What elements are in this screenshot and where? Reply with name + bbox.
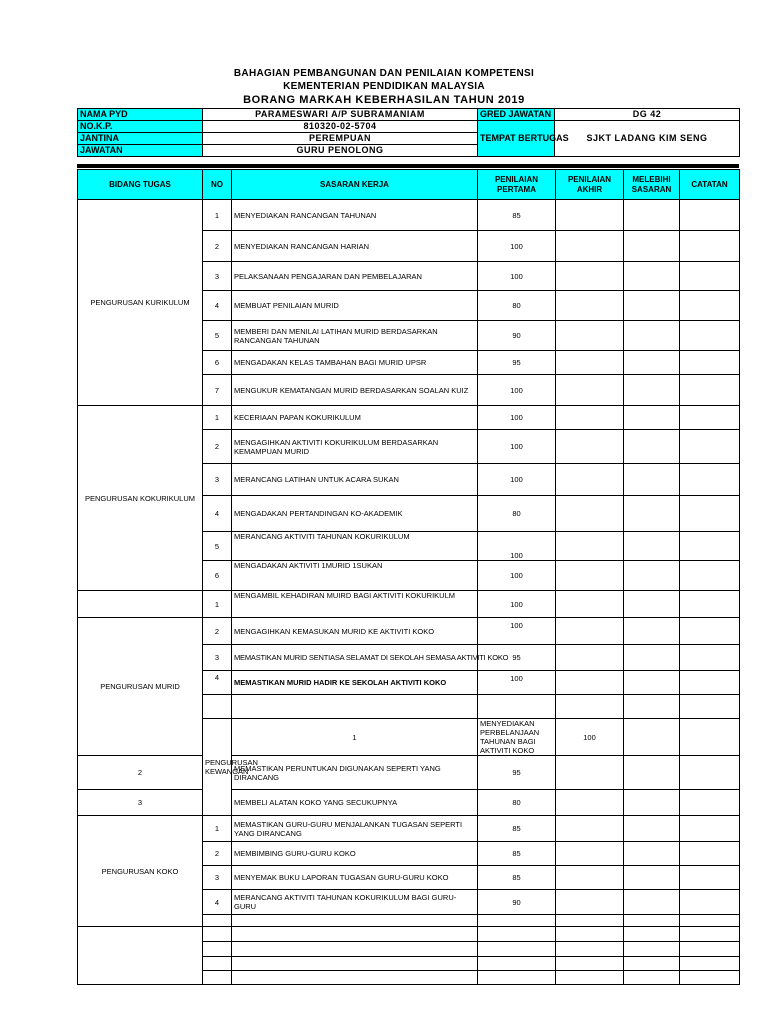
melebihi-cell[interactable] <box>624 406 680 430</box>
section-kokurikulum: PENGURUSAN KOKURIKULUM <box>78 406 203 591</box>
akhir-cell[interactable] <box>556 406 624 430</box>
row-score: 95 <box>478 351 556 375</box>
row-no: 2 <box>78 756 203 790</box>
akhir-cell[interactable] <box>556 915 624 927</box>
row-task: MEMASTIKAN MURID HADIR KE SEKOLAH AKTIVITI KOKO <box>232 671 478 695</box>
melebihi-cell[interactable] <box>624 561 680 591</box>
catatan-cell[interactable] <box>680 756 740 790</box>
row-no: 6 <box>203 561 232 591</box>
row-no: 1 <box>203 200 232 231</box>
melebihi-cell[interactable] <box>624 756 680 790</box>
row-task: MENGADAKAN KELAS TAMBAHAN BAGI MURID UPSR <box>232 351 478 375</box>
col-bidang: BIDANG TUGAS <box>78 170 203 200</box>
catatan-cell[interactable] <box>680 927 740 942</box>
score-table <box>77 169 740 985</box>
row-no-empty <box>203 942 232 957</box>
melebihi-cell[interactable] <box>624 942 680 957</box>
catatan-cell[interactable] <box>680 532 740 561</box>
row-task: MEMBIMBING GURU-GURU KOKO <box>232 842 478 866</box>
catatan-cell[interactable] <box>680 200 740 231</box>
akhir-cell[interactable] <box>556 496 624 532</box>
row-no: 2 <box>203 231 232 262</box>
row-no-empty <box>203 957 232 971</box>
row-score: 100 <box>478 231 556 262</box>
row-no: 1 <box>232 719 478 756</box>
row-score: 95 <box>478 756 556 790</box>
row-task: MENYEDIAKAN PERBELANJAAN TAHUNAN BAGI AKTIVITI KOKO <box>478 719 556 756</box>
melebihi-cell[interactable] <box>624 927 680 942</box>
gred-label: GRED JAWATAN <box>478 109 555 121</box>
catatan-cell[interactable] <box>680 591 740 618</box>
melebihi-cell[interactable] <box>624 695 680 719</box>
melebihi-cell[interactable] <box>624 790 680 816</box>
row-score-empty <box>478 971 556 985</box>
row-no: 2 <box>203 618 232 645</box>
col-sasaran: SASARAN KERJA <box>232 170 478 200</box>
row-score: 100 <box>478 406 556 430</box>
row-score: 100 <box>478 591 556 618</box>
row-task: MEMASTIKAN MURID SENTIASA SELAMAT DI SEKOLAH SEMASA AKTIVITI KOKO <box>232 645 478 671</box>
section-murid: PENGURUSAN MURID <box>78 618 203 756</box>
akhir-cell[interactable] <box>556 645 624 671</box>
catatan-cell[interactable] <box>680 375 740 406</box>
section-kewangan: PENGURUSAN KEWANGAN <box>203 719 232 816</box>
row-task: MEMASTIKAN GURU-GURU MENJALANKAN TUGASAN SEPERTI YANG DIRANCANG <box>232 816 478 842</box>
catatan-cell[interactable] <box>680 671 740 695</box>
melebihi-cell[interactable] <box>624 464 680 496</box>
row-no: 6 <box>203 351 232 375</box>
akhir-cell[interactable] <box>556 618 624 645</box>
catatan-cell[interactable] <box>680 695 740 719</box>
row-task: MENGAGIHKAN KEMASUKAN MURID KE AKTIVITI KOKO <box>232 618 478 645</box>
catatan-cell[interactable] <box>680 291 740 321</box>
melebihi-cell[interactable] <box>624 532 680 561</box>
row-no: 4 <box>203 671 232 695</box>
row-task-empty <box>232 971 478 985</box>
akhir-cell[interactable] <box>556 561 624 591</box>
row-score: 100 <box>556 719 624 756</box>
col-pertama: PENILAIAN PERTAMA <box>478 170 556 200</box>
akhir-cell[interactable] <box>556 927 624 942</box>
row-score: 85 <box>478 866 556 890</box>
catatan-cell[interactable] <box>680 262 740 291</box>
row-no: 2 <box>203 430 232 464</box>
row-task: MERANCANG AKTIVITI TAHUNAN KOKURIKULUM BAGI GURU-GURU <box>232 890 478 915</box>
melebihi-cell[interactable] <box>624 915 680 927</box>
akhir-cell[interactable] <box>556 671 624 695</box>
catatan-cell[interactable] <box>680 890 740 915</box>
akhir-cell[interactable] <box>556 890 624 915</box>
row-no: 1 <box>203 591 232 618</box>
row-no: 1 <box>203 816 232 842</box>
form-header-line2: KEMENTERIAN PENDIDIKAN MALAYSIA <box>283 81 485 92</box>
tempat-label: TEMPAT BERTUGAS <box>478 121 555 157</box>
row-no: 5 <box>203 321 232 351</box>
section-koko: PENGURUSAN KOKO <box>78 816 203 927</box>
row-score: 100 <box>478 430 556 464</box>
melebihi-cell[interactable] <box>624 351 680 375</box>
row-task: MENGAMBIL KEHADIRAN MUIRD BAGI AKTIVITI KOKURIKULM <box>232 591 478 618</box>
row-task: MENYEDIAKAN RANCANGAN HARIAN <box>232 231 478 262</box>
row-score: 80 <box>478 291 556 321</box>
melebihi-cell[interactable] <box>624 671 680 695</box>
row-score-empty <box>478 915 556 927</box>
catatan-cell[interactable] <box>680 464 740 496</box>
table-row <box>78 756 740 790</box>
row-score: 100 <box>478 375 556 406</box>
catatan-cell[interactable] <box>680 561 740 591</box>
form-title: BORANG MARKAH KEBERHASILAN TAHUN 2019 <box>243 94 525 106</box>
melebihi-cell[interactable] <box>624 200 680 231</box>
melebihi-cell[interactable] <box>624 291 680 321</box>
melebihi-cell[interactable] <box>624 231 680 262</box>
akhir-cell[interactable] <box>556 591 624 618</box>
akhir-cell[interactable] <box>556 375 624 406</box>
melebihi-cell[interactable] <box>624 321 680 351</box>
row-task: MENYEMAK BUKU LAPORAN TUGASAN GURU-GURU KOKO <box>232 866 478 890</box>
row-task: MENGADAKAN PERTANDINGAN KO-AKADEMIK <box>232 496 478 532</box>
akhir-cell[interactable] <box>624 719 680 756</box>
row-score: 95 <box>478 645 556 671</box>
row-score: 90 <box>478 890 556 915</box>
catatan-cell[interactable] <box>680 842 740 866</box>
row-no: 3 <box>78 790 203 816</box>
row-no: 3 <box>203 866 232 890</box>
jantina-label: JANTINA <box>78 133 203 145</box>
catatan-cell[interactable] <box>680 957 740 971</box>
table-row <box>78 200 740 231</box>
akhir-cell[interactable] <box>556 957 624 971</box>
col-no: NO <box>203 170 232 200</box>
row-no-empty <box>203 915 232 927</box>
row-task-empty <box>232 695 478 719</box>
form-header-line1: BAHAGIAN PEMBANGUNAN DAN PENILAIAN KOMPETENSI <box>233 68 535 79</box>
akhir-cell[interactable] <box>556 200 624 231</box>
row-score: 85 <box>478 842 556 866</box>
melebihi-cell[interactable] <box>624 591 680 618</box>
row-no: 2 <box>203 842 232 866</box>
akhir-cell[interactable] <box>556 942 624 957</box>
melebihi-cell[interactable] <box>624 496 680 532</box>
akhir-cell[interactable] <box>556 262 624 291</box>
row-task-empty <box>232 957 478 971</box>
nokp-value: 810320-02-5704 <box>203 121 478 133</box>
catatan-cell[interactable] <box>680 971 740 985</box>
melebihi-cell[interactable] <box>624 375 680 406</box>
row-task: MENGUKUR KEMATANGAN MURID BERDASARKAN SOALAN KUIZ <box>232 375 478 406</box>
gred-value: DG 42 <box>555 109 740 121</box>
row-no: 3 <box>203 262 232 291</box>
row-task: MENGAGIHKAN AKTIVITI KOKURIKULUM BERDASARKAN KEMAMPUAN MURID <box>232 430 478 464</box>
row-no-empty <box>203 927 232 942</box>
col-akhir: PENILAIAN AKHIR <box>556 170 624 200</box>
akhir-cell[interactable] <box>556 971 624 985</box>
col-catatan: CATATAN <box>680 170 740 200</box>
melebihi-cell[interactable] <box>624 971 680 985</box>
akhir-cell[interactable] <box>556 695 624 719</box>
row-score: 85 <box>478 816 556 842</box>
row-no: 4 <box>203 291 232 321</box>
nama-label: NAMA PYD <box>78 109 203 121</box>
row-task: MERANCANG LATIHAN UNTUK ACARA SUKAN <box>232 464 478 496</box>
row-task: MENGADAKAN AKTIVITI 1MURID 1SUKAN <box>232 561 478 591</box>
row-score: 80 <box>478 496 556 532</box>
catatan-cell[interactable] <box>680 645 740 671</box>
akhir-cell[interactable] <box>556 321 624 351</box>
tempat-value: SJKT LADANG KIM SENG <box>555 121 740 157</box>
catatan-cell[interactable] <box>680 790 740 816</box>
akhir-cell[interactable] <box>556 866 624 890</box>
akhir-cell[interactable] <box>556 231 624 262</box>
jantina-value: PEREMPUAN <box>203 133 478 145</box>
row-score-empty <box>478 695 556 719</box>
catatan-cell[interactable] <box>680 816 740 842</box>
catatan-cell[interactable] <box>680 321 740 351</box>
row-no-empty <box>203 971 232 985</box>
row-no: 3 <box>203 645 232 671</box>
row-no: 7 <box>203 375 232 406</box>
melebihi-cell[interactable] <box>624 645 680 671</box>
row-task-empty <box>232 927 478 942</box>
col-melebihi: MELEBIHI SASARAN <box>624 170 680 200</box>
nama-value: PARAMESWARI A/P SUBRAMANIAM <box>203 109 478 121</box>
row-task: MEMBUAT PENILAIAN MURID <box>232 291 478 321</box>
akhir-cell[interactable] <box>556 790 624 816</box>
row-score-empty <box>478 942 556 957</box>
row-task: MEMASTIKAN PERUNTUKAN DIGUNAKAN SEPERTI YANG DIRANCANG <box>232 756 478 790</box>
row-task-empty <box>232 942 478 957</box>
section-kurikulum: PENGURUSAN KURIKULUM <box>78 200 203 406</box>
akhir-cell[interactable] <box>556 532 624 561</box>
row-no: 1 <box>203 406 232 430</box>
row-score-empty <box>478 927 556 942</box>
melebihi-cell[interactable] <box>624 816 680 842</box>
akhir-cell[interactable] <box>556 756 624 790</box>
catatan-cell[interactable] <box>680 496 740 532</box>
row-score: 100 <box>478 532 556 561</box>
row-score-empty <box>478 957 556 971</box>
table-row <box>78 406 740 430</box>
row-score: 80 <box>478 790 556 816</box>
melebihi-cell[interactable] <box>624 866 680 890</box>
akhir-cell[interactable] <box>556 351 624 375</box>
jawatan-label: JAWATAN <box>78 145 203 157</box>
catatan-cell[interactable] <box>680 866 740 890</box>
row-no: 4 <box>203 890 232 915</box>
row-score: 100 <box>478 262 556 291</box>
catatan-cell[interactable] <box>680 618 740 645</box>
catatan-cell[interactable] <box>680 942 740 957</box>
bidang-cell-empty <box>78 591 203 618</box>
bidang-cell-empty <box>78 927 203 985</box>
row-task: MERANCANG AKTIVITI TAHUNAN KOKURIKULUM <box>232 532 478 561</box>
row-no: 4 <box>203 496 232 532</box>
akhir-cell[interactable] <box>556 291 624 321</box>
akhir-cell[interactable] <box>556 464 624 496</box>
melebihi-cell[interactable] <box>680 719 740 756</box>
row-score: 100 <box>478 671 556 695</box>
row-score: 100 <box>478 618 556 645</box>
row-score: 85 <box>478 200 556 231</box>
row-task: MEMBELI ALATAN KOKO YANG SECUKUPNYA <box>232 790 478 816</box>
row-score: 100 <box>478 464 556 496</box>
catatan-cell[interactable] <box>680 231 740 262</box>
catatan-cell[interactable] <box>680 351 740 375</box>
catatan-cell[interactable] <box>680 915 740 927</box>
catatan-cell[interactable] <box>680 430 740 464</box>
row-score: 90 <box>478 321 556 351</box>
row-task: KECERIAAN PAPAN KOKURIKULUM <box>232 406 478 430</box>
info-table <box>77 108 740 157</box>
row-score: 100 <box>478 561 556 591</box>
row-task-empty <box>232 915 478 927</box>
catatan-cell[interactable] <box>680 406 740 430</box>
divider-bar <box>77 164 739 168</box>
table-row <box>78 591 740 618</box>
row-task: MEMBERI DAN MENILAI LATIHAN MURID BERDASARKAN RANCANGAN TAHUNAN <box>232 321 478 351</box>
akhir-cell[interactable] <box>556 842 624 866</box>
akhir-cell[interactable] <box>556 430 624 464</box>
melebihi-cell[interactable] <box>624 890 680 915</box>
melebihi-cell[interactable] <box>624 430 680 464</box>
table-row <box>78 790 740 816</box>
row-task: MENYEDIAKAN RANCANGAN TAHUNAN <box>232 200 478 231</box>
melebihi-cell[interactable] <box>624 262 680 291</box>
table-row <box>78 618 740 645</box>
melebihi-cell[interactable] <box>624 618 680 645</box>
row-no: 5 <box>203 532 232 561</box>
melebihi-cell[interactable] <box>624 842 680 866</box>
row-no-empty <box>203 695 232 719</box>
melebihi-cell[interactable] <box>624 957 680 971</box>
akhir-cell[interactable] <box>556 816 624 842</box>
nokp-label: NO.K.P. <box>78 121 203 133</box>
jawatan-value: GURU PENOLONG <box>203 145 478 157</box>
table-row-empty <box>78 927 740 942</box>
row-task: PELAKSANAAN PENGAJARAN DAN PEMBELAJARAN <box>232 262 478 291</box>
row-no: 3 <box>203 464 232 496</box>
table-row <box>78 816 740 842</box>
